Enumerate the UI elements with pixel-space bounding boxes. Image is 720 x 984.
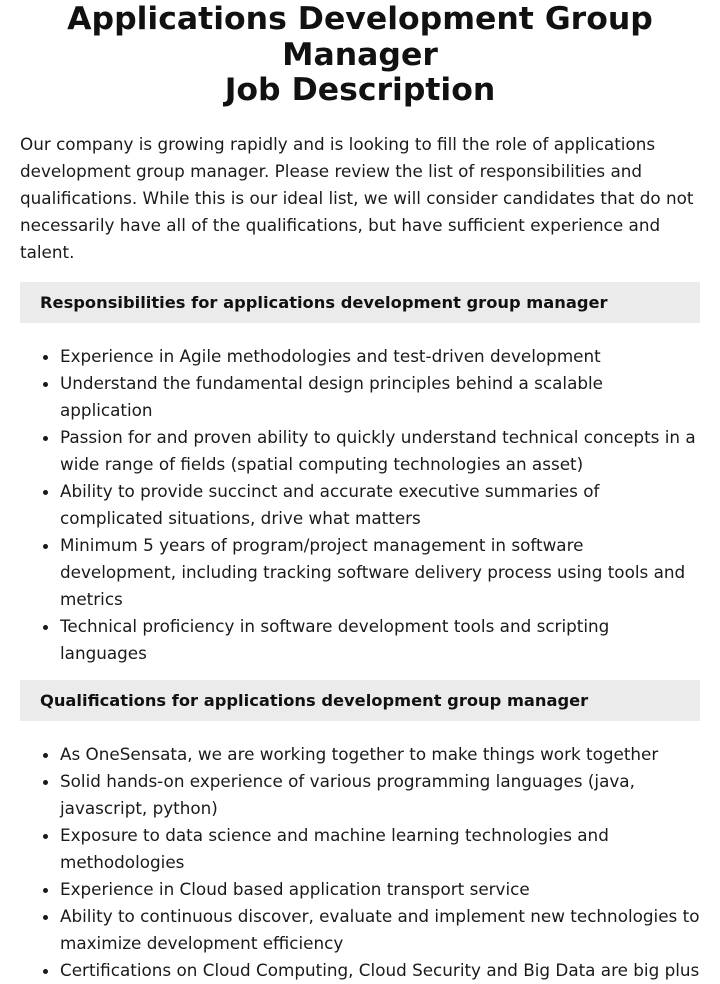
responsibility-item: • Passion for and proven ability to quickly understand technical concepts in a wide range of fields (spatial computing technologies an asset): [60, 424, 700, 478]
qualification-item: • Solid hands-on experience of various programming languages (java, javascript, python): [60, 768, 700, 822]
intro-paragraph: Our company is growing rapidly and is looking to fill the role of applications development group manager. Please review the list of responsibilities and qualifications. While this is our ideal list, we will consider candidates that do not necessarily have all of the qualifications, but have sufficient experience and talent.: [20, 133, 694, 262]
responsibility-item: • Experience in Agile methodologies and test-driven development: [60, 343, 700, 370]
responsibilities-list: [20, 343, 700, 667]
qualifications-heading: Qualifications for applications development group manager: [20, 680, 700, 721]
responsibility-item: • Minimum 5 years of program/project management in software development, including tracking software delivery process using tools and metrics: [60, 532, 700, 613]
qualification-item: • Experience in Cloud based application transport service: [60, 876, 700, 903]
responsibility-item: • Ability to provide succinct and accurate executive summaries of complicated situations, drive what matters: [60, 478, 700, 532]
responsibilities-heading: Responsibilities for applications development group manager: [20, 282, 700, 323]
responsibility-item: • Understand the fundamental design principles behind a scalable application: [60, 370, 700, 424]
page-title-line-1: Applications Development Group Manager: [67, 1, 653, 73]
qualification-item: • Ability to continuous discover, evaluate and implement new technologies to maximize development efficiency: [60, 903, 700, 957]
qualification-item: • Certifications on Cloud Computing, Cloud Security and Big Data are big plus: [60, 957, 700, 984]
qualification-item: • As OneSensata, we are working together to make things work together: [60, 741, 700, 768]
qualification-item: • Exposure to data science and machine learning technologies and methodologies: [60, 822, 700, 876]
page-title: [20, 0, 700, 109]
page-title-line-2: Job Description: [224, 72, 496, 108]
responsibility-item: • Technical proficiency in software development tools and scripting languages: [60, 613, 700, 667]
qualifications-list: [20, 741, 700, 984]
